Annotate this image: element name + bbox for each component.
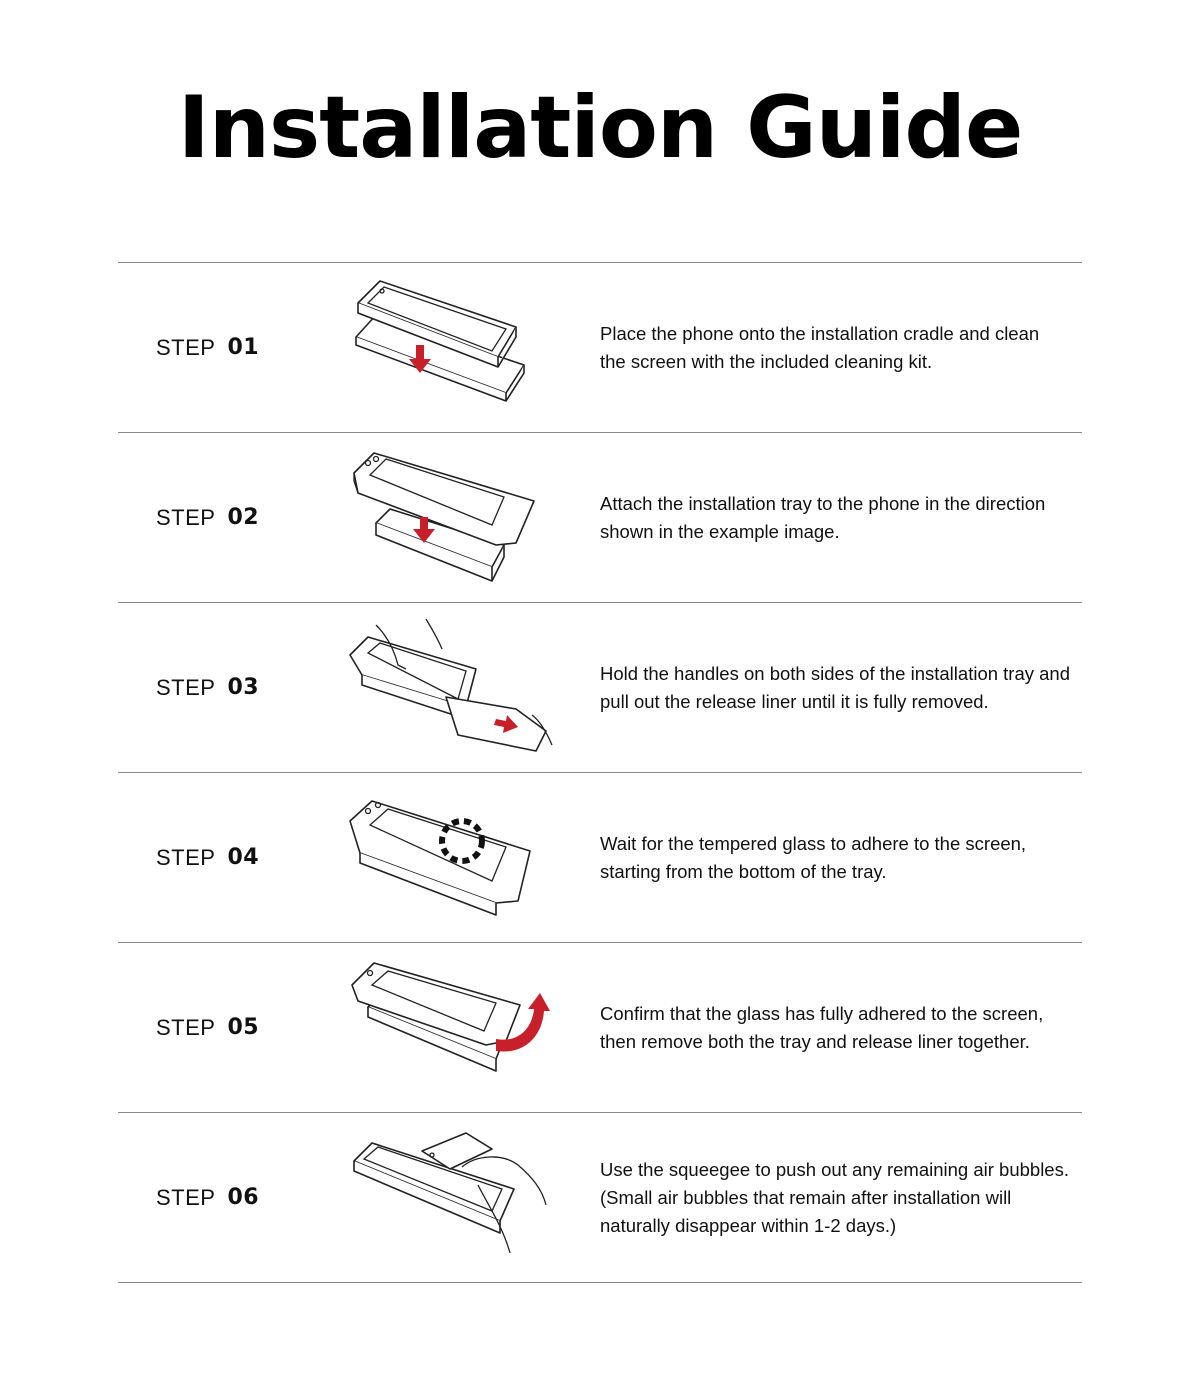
step-row <box>118 942 1082 1112</box>
step-word: STEP <box>156 334 216 360</box>
step-description: Place the phone onto the installation cradle and clean the screen with the included cleaning kit. <box>600 322 1040 372</box>
step-description: Hold the handles on both sides of the installation tray and pull out the release liner until it is fully removed. <box>600 662 1071 712</box>
step-label <box>156 263 259 432</box>
squeegee-icon <box>346 1125 556 1275</box>
step-label <box>156 943 259 1112</box>
steps-list <box>118 262 1082 1283</box>
step-row <box>118 772 1082 942</box>
step-row <box>118 602 1082 772</box>
step-number: 05 <box>227 1015 260 1040</box>
step-label <box>156 603 259 772</box>
step-row <box>118 432 1082 602</box>
step-label <box>156 433 259 602</box>
step-number: 01 <box>227 335 260 360</box>
step-word: STEP <box>156 504 216 530</box>
pull-liner-icon <box>346 615 556 765</box>
step-word: STEP <box>156 674 216 700</box>
step-label <box>156 1113 259 1282</box>
step-word: STEP <box>156 1184 216 1210</box>
step-number: 02 <box>227 505 260 530</box>
tray-attach-icon <box>346 445 556 595</box>
step-number: 06 <box>227 1185 260 1210</box>
glass-adhere-icon <box>346 785 556 935</box>
step-description: Confirm that the glass has fully adhered to the screen, then remove both the tray and release liner together. <box>600 1002 1044 1052</box>
step-number: 03 <box>227 675 260 700</box>
step-description: Use the squeegee to push out any remaining air bubbles. (Small air bubbles that remain after installation will naturally disappear within 1-2 days.) <box>600 1158 1069 1236</box>
step-description: Wait for the tempered glass to adhere to the screen, starting from the bottom of the tray. <box>600 832 1027 882</box>
step-word: STEP <box>156 844 216 870</box>
phone-on-cradle-icon <box>346 275 556 425</box>
step-row <box>118 1112 1082 1283</box>
step-description: Attach the installation tray to the phone in the direction shown in the example image. <box>600 492 1046 542</box>
step-label <box>156 773 259 942</box>
page-title: Installation Guide <box>177 78 1023 178</box>
remove-tray-icon <box>346 955 556 1105</box>
step-number: 04 <box>227 845 260 870</box>
step-row <box>118 262 1082 432</box>
step-word: STEP <box>156 1014 216 1040</box>
